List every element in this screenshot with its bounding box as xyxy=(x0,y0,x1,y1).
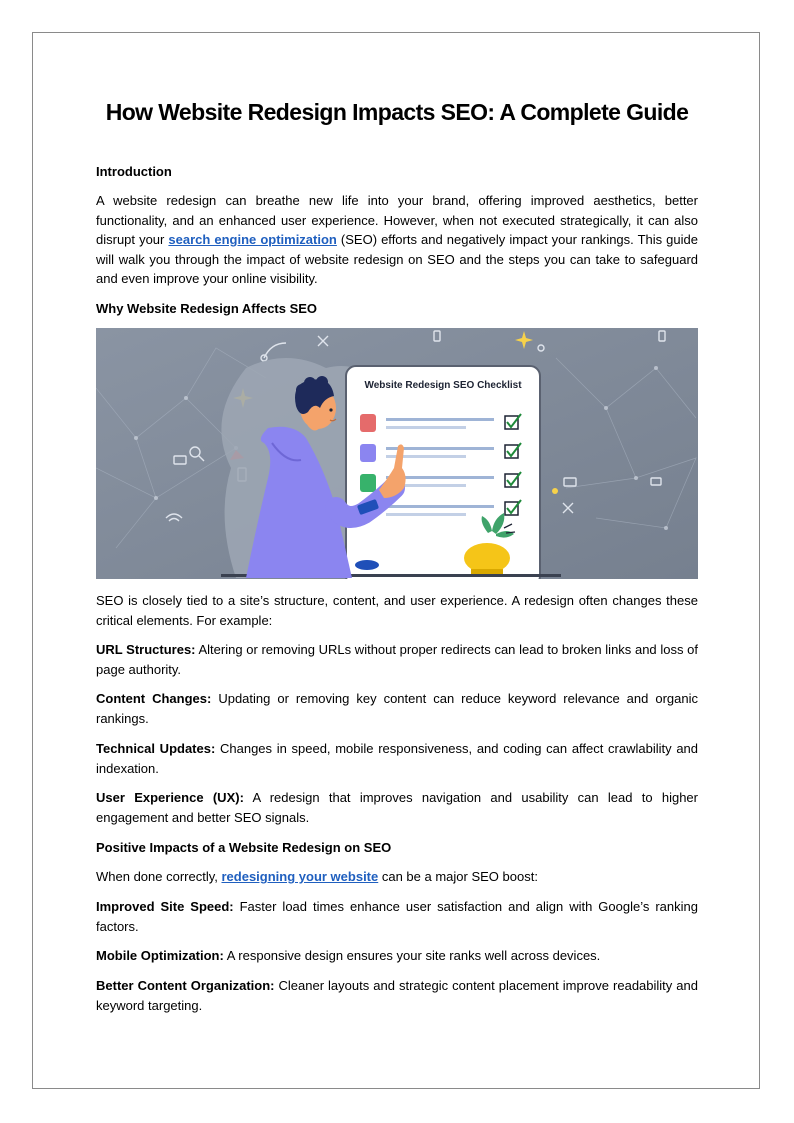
seo-link[interactable]: search engine optimization xyxy=(168,232,337,247)
why-item-content-changes: Content Changes: Updating or removing key content can reduce keyword relevance and organic rankings. xyxy=(96,691,698,726)
why-item-user-experience: User Experience (UX): A redesign that improves navigation and usability can lead to higher engagement and better SEO signals. xyxy=(96,790,698,825)
why-item-technical-updates: Technical Updates: Changes in speed, mobile responsiveness, and coding can affect crawlability and indexation. xyxy=(96,741,699,776)
why-item-url-structures: URL Structures: Altering or removing URLs without proper redirects can lead to broken links and loss of page authority. xyxy=(96,642,698,677)
why-heading: Why Website Redesign Affects SEO xyxy=(96,301,318,316)
positive-item-mobile-optimization: Mobile Optimization: A responsive design ensures your site ranks well across devices. xyxy=(96,948,601,963)
positive-lead-paragraph: When done correctly, redesigning your website can be a major SEO boost: xyxy=(96,869,538,884)
positive-item-site-speed: Improved Site Speed: Faster load times enhance user satisfaction and align with Google’s ranking factors. xyxy=(96,899,698,934)
page-title: How Website Redesign Impacts SEO: A Complete Guide xyxy=(105,99,689,125)
intro-heading: Introduction xyxy=(96,164,172,179)
positive-heading: Positive Impacts of a Website Redesign on SEO xyxy=(96,840,392,855)
card-title: Website Redesign SEO Checklist xyxy=(364,380,522,391)
why-lead-paragraph: SEO is closely tied to a site’s structure, content, and user experience. A redesign often changes these critical elements. For example: xyxy=(96,593,698,628)
checklist-illustration xyxy=(96,328,698,579)
positive-item-content-organization: Better Content Organization: Cleaner layouts and strategic content placement improve readability and keyword targeting. xyxy=(96,978,698,1013)
redesign-link[interactable]: redesigning your website xyxy=(221,869,379,884)
intro-paragraph: A website redesign can breathe new life into your brand, offering improved aesthetics, better functionality, and an enhanced user experience. However, when not executed strategically, it can also disrupt your search engine optimization (SEO) efforts and negatively impact your rankings. This guide will walk you through the impact of website redesign on SEO and the steps you can take to safeguard and even improve your online visibility. xyxy=(96,193,698,286)
